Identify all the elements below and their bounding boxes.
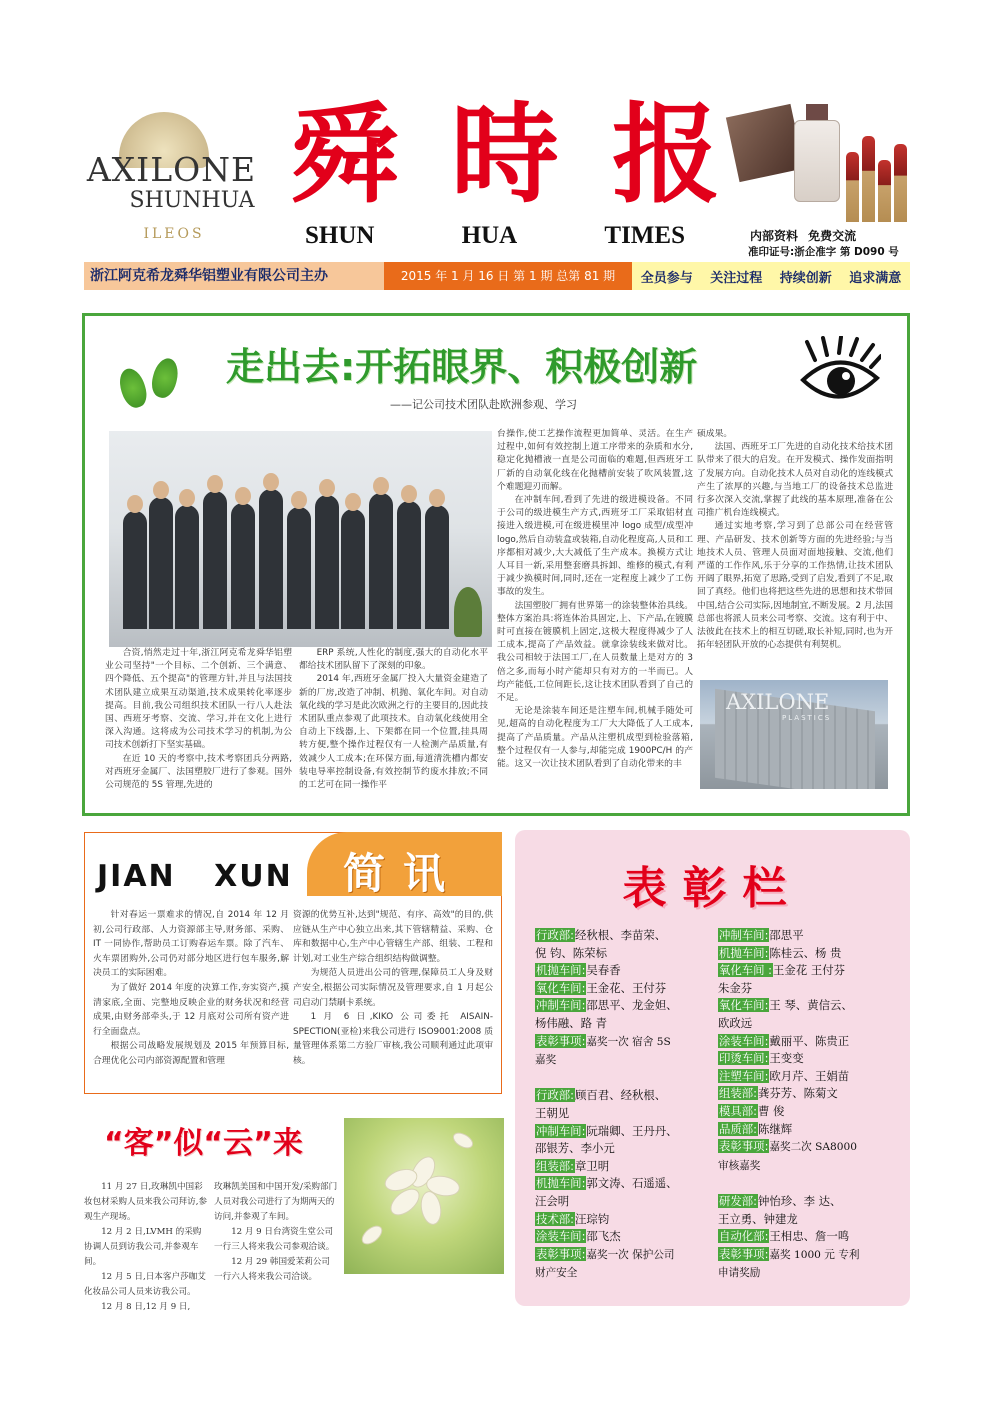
slogan: 关注过程 (710, 270, 763, 286)
visit-item: 12 月 9 日台湾资生堂公司一行三人将来我公司参观洽谈。 (214, 1227, 335, 1252)
employee-names: 倪 钧、陈荣标 (535, 945, 607, 960)
department-label: 组装部: (536, 1158, 575, 1173)
slogan: 追求满意 (849, 270, 902, 286)
commendation-line (535, 1228, 713, 1246)
paragraph: ERP 系统,人性化的制度,强大的自动化水平都给技术团队留下了深刻的印象。 (299, 648, 488, 672)
paragraph: 法国塑胶厂拥有世界第一的涂装整体治具线。整体方案治具:将连体治具固定,上、下产品,在镀膜时可直接在镀膜机上固定,这极大程度得减少了人工成本,提高了产品效益。就拿涂装线来做对比。我公司相较于法国工厂,在人员数量上是对方的 3 倍之多,而每小时产能却只有对方的一半而已。人均产能低,工位间距长,这让技术团队看到了自己的不足。 (497, 600, 693, 704)
eye-icon (797, 336, 881, 416)
award-text: 嘉奖 (535, 1054, 557, 1067)
commendation-line (718, 945, 900, 963)
title-char: 時 (450, 92, 559, 218)
employee-names: 阮瑞卿、王丹丹、 (586, 1123, 678, 1138)
article-column (497, 428, 693, 771)
employee-names: 顾百君、经秋根、 (575, 1088, 667, 1103)
employee-names: 陈继辉 (758, 1121, 793, 1136)
department-label: 表彰事项: (536, 1246, 586, 1261)
commendation-line (718, 1085, 900, 1103)
employee-names: 吴春香 (586, 963, 621, 978)
visitors-title: “客”似“云”来 (104, 1126, 303, 1161)
department-label: 冲制车间: (536, 1123, 586, 1138)
employee-names: 陈桂云、杨 贵 (769, 945, 842, 960)
commendation-line (535, 962, 713, 980)
commendation-line (718, 927, 900, 945)
feature-headline: 走出去:开拓眼界、积极创新 (226, 345, 698, 389)
award-text: 嘉奖 1000 元 专利 (769, 1248, 860, 1261)
issue-bar (84, 262, 910, 290)
news-item: 根据公司战略发展规划及 2015 年预算目标,合理优化公司内部资源配置和管理 (93, 1041, 289, 1066)
award-text: 财产安全 (535, 1267, 578, 1280)
commendation-line (718, 997, 900, 1015)
commendation-line (718, 1033, 900, 1051)
employee-names: 王金花、王付芬 (586, 980, 667, 995)
award-text: 审核嘉奖 (718, 1159, 761, 1172)
employee-names: 汪会明 (535, 1193, 570, 1208)
slogan: 持续创新 (779, 270, 832, 286)
employee-names: 邵银芳、李小元 (535, 1141, 615, 1156)
visitors-column (214, 1180, 338, 1285)
department-label: 机抛车间: (536, 1176, 586, 1191)
department-label: 氧化车间: (536, 980, 586, 995)
commendation-line (535, 1211, 713, 1229)
department-label: 行政部: (536, 1088, 575, 1103)
award-text: 申请奖励 (718, 1267, 761, 1280)
title-char: 舜 (290, 92, 399, 218)
visit-item: 12 月 5 日,日本客户莎咖艾化妆品公司人员来访我公司。 (84, 1272, 206, 1297)
logo-subtitle: SHUNHUA (129, 188, 255, 213)
paragraph: 台操作,使工艺操作流程更加简单、灵活。在生产过程中,如何有效控制上道工序带来的杂质和水分,稳定化抛槽液一直是公司面临的难题,但西班牙工厂新的自动氧化线在化抛槽前安装了吹风装置,这个难题迎刃而解。 (497, 429, 693, 492)
visit-item: 12 月 2 日,LVMH 的采购协调人员到访我公司,并参观车间。 (84, 1227, 202, 1267)
newspaper-title-english (305, 222, 685, 250)
employee-names: 朱金芬 (718, 980, 753, 995)
employee-names: 龚芬芳、陈菊文 (758, 1086, 838, 1101)
title-char: 报 (611, 92, 720, 218)
employee-names: 王 琴、黄信云、 (769, 998, 853, 1013)
commendation-line (718, 1068, 900, 1086)
department-label: 组装部: (719, 1086, 758, 1101)
lipstick-icon (894, 144, 907, 222)
department-label: 冲制车间: (536, 998, 586, 1013)
lipstick-icon (862, 136, 875, 222)
commendation-panel (515, 830, 910, 1306)
department-label: 氧化车间 : (719, 963, 773, 978)
news-title-english: JIAN XUN (97, 859, 293, 894)
commendation-line (535, 1158, 713, 1176)
company-logo (84, 112, 259, 252)
lipstick-icon (846, 152, 859, 222)
commendation-line (535, 1087, 713, 1105)
commendation-line (535, 927, 713, 945)
visit-item: 12 月 8 日,12 月 9 日, (101, 1302, 191, 1312)
news-item: 为了做好 2014 年度的决算工作,夯实资产,摸清家底,全面、完整地反映企业的财务状况和经营成果,由财务部牵头,于 12 月底对公司所有资产进行全面盘点。 (93, 982, 289, 1037)
department-label: 品质部: (719, 1121, 758, 1136)
flower-photo (344, 1118, 504, 1274)
commendation-line (535, 1051, 713, 1070)
employee-names: 王相忠、詹一鸣 (769, 1229, 850, 1244)
logo-tagline: ILEOS (143, 226, 205, 242)
commendation-line (718, 1246, 900, 1265)
slogan: 全员参与 (640, 270, 693, 286)
commendation-line (718, 1157, 900, 1176)
circulation-note: 内部资料 免费交流 (750, 229, 857, 243)
news-column (93, 908, 289, 1069)
commendation-line (535, 1140, 713, 1158)
employee-names: 欧月芹、王娟苗 (769, 1068, 850, 1083)
employee-names: 王变变 (769, 1051, 804, 1066)
paragraph: 无论是涂装车间还是注塑车间,机械手随处可见,超高的自动化程度为工厂大大降低了人工成本,提高了产品质量。产品从注塑机成型到检验落箱,整个过程仅有一人参与,却能完成 1900PC/H 的产能。这又一次让技术团队看到了自动化带来的丰 (497, 706, 693, 770)
department-label: 冲制车间: (719, 928, 769, 942)
commendation-line (718, 1264, 900, 1283)
employee-names: 王金花 王付芬 (773, 963, 845, 978)
department-label: 研发部: (719, 1193, 758, 1208)
visit-item: 11 月 27 日,玫琳凯中国彩妆包材采购人员来我公司拜访,参观生产现场。 (84, 1182, 208, 1222)
department-label: 注塑车间: (719, 1068, 769, 1083)
commendation-line (535, 945, 713, 963)
department-label: 自动化部: (719, 1229, 769, 1244)
visitors-column (84, 1180, 208, 1315)
permit-number: 准印证号:浙企准字 第 D090 号 (748, 246, 899, 258)
issue-date: 2015 年 1 月 16 日 第 1 期 总第 81 期 (384, 262, 632, 290)
commendation-line (535, 1123, 713, 1141)
commendation-line (535, 1033, 713, 1052)
employee-names: 郭文涛、石遥遥、 (586, 1176, 678, 1191)
building-sign-sub: PLASTICS (782, 714, 832, 722)
employee-names: 经秋根、李苗荣、 (575, 928, 667, 942)
employee-names: 邵思平 (769, 928, 804, 942)
publisher: 浙江阿克希龙舜华铝塑业有限公司主办 (84, 262, 384, 290)
commendation-line (535, 1175, 713, 1193)
department-label: 模具部: (719, 1103, 758, 1118)
department-label: 行政部: (536, 928, 575, 942)
paragraph: 通过实地考察,学习到了总部公司在经营管理、产品研发、技术创新等方面的先进经验;与当地技术人员、管理人员面对面地接触、交流,他们严谨的工作作风,乐于分享的工作热情,让技术团队开阔了眼界,拓宽了思路,受到了启发,看到了不足,取回了真经。他们也将把这些先进的思想和技术带回中国,结合公司实际,因地制宜,不断发展。2 月,法国总部也将派人员来公司考察、交流。这有利于中、法彼此在技术上的相互切磋,取长补短,同时,也为开拓年轻团队开放的心态提供有利契机。 (697, 521, 893, 651)
factory-building-photo (700, 680, 888, 789)
commendation-line (535, 1246, 713, 1265)
paragraph: 2014 年,西班牙金属厂投入大量资金建造了新的厂房,改造了冲制、机抛、氧化车间。对自动氧化线的学习是此次欧洲之行的主要目的,因此技术团队重点参观了此项技术。自动氧化线使用全自动上下线器,上、下架都在同一个位置,挂具周转方便,整个操作过程仅有一人检测产品质量,有效减少人工成本;在环保方面,每道清洗槽内都安装电导率控制设备,有效控制节约废水排放;不同的工艺可在同一操作平 (299, 674, 488, 791)
commendation-line (718, 1138, 900, 1157)
employee-names: 王立勇、钟建龙 (718, 1211, 798, 1226)
employee-names: 王朝见 (535, 1105, 570, 1120)
article-column (105, 647, 292, 792)
commendation-line (718, 1050, 900, 1068)
employee-names: 戴丽平、陈贵正 (769, 1033, 850, 1048)
visit-item: 12 月 29 韩国爱茉莉公司一行六人将来我公司洽谈。 (214, 1257, 331, 1282)
perfume-bottle-icon (794, 120, 840, 202)
department-label: 机抛车间: (536, 963, 586, 978)
feature-subheadline: ——记公司技术团队赴欧洲参观、学习 (390, 398, 577, 411)
department-label: 涂装车间: (536, 1229, 586, 1244)
title-word: SHUN (305, 222, 375, 249)
building-sign: AXILONE (726, 690, 830, 714)
commendation-line (718, 1015, 900, 1033)
news-title: 简讯 (343, 849, 464, 898)
department-label: 氧化车间: (719, 998, 769, 1013)
commendation-line (718, 962, 900, 980)
award-text: 嘉奖一次 宿舍 5S (586, 1035, 671, 1048)
award-text: 嘉奖二次 SA8000 (769, 1141, 858, 1154)
article-column (697, 428, 893, 652)
commendation-column (535, 927, 713, 1283)
employee-names: 邵飞杰 (586, 1229, 621, 1244)
commendation-line (535, 1015, 713, 1033)
department-label: 表彰事项: (536, 1033, 586, 1048)
employee-names: 欧政远 (718, 1015, 753, 1030)
lipstick-icon (878, 160, 891, 222)
commendation-line (535, 1193, 713, 1211)
commendation-line (535, 1105, 713, 1123)
paragraph: 合资,悄然走过十年,浙江阿克希龙舜华铝塑业公司坚持"一个目标、二个创新、三个满意、四个降低、五个提高"的管理方针,并且与法国技术团队建立成果互动渠道,技术成果转化率逐步提高。目前,我公司组织技术团队一行八人赴法国、西班牙考察、交流、学习,并在文化上进行深入沟通。这将成为公司技术学习的机制,为公司技术创新打下坚实基础。 (105, 648, 292, 751)
commendation-line (535, 997, 713, 1015)
commendation-line (535, 980, 713, 998)
commendation-line (718, 980, 900, 998)
employee-names: 钟怡珍、李 达、 (758, 1193, 842, 1208)
department-label: 技术部: (536, 1211, 575, 1226)
commendation-column (718, 927, 900, 1283)
news-column (293, 908, 493, 1069)
commendation-line (718, 1211, 900, 1229)
employee-names: 邵思平、龙金妲、 (586, 998, 678, 1013)
commendation-line (535, 1264, 713, 1283)
employee-names: 曹 俊 (758, 1103, 785, 1118)
footprints-icon (117, 354, 187, 414)
department-label: 表彰事项: (719, 1246, 769, 1261)
department-label: 机抛车间: (719, 945, 769, 960)
employee-names: 章卫明 (575, 1158, 610, 1173)
news-brief-section (84, 832, 502, 1094)
slogans (632, 262, 910, 290)
paragraph: 在近 10 天的考察中,技术考察团兵分两路,对西班牙金属厂、法国塑胶厂进行了参观。国外公司规范的 5S 管理,先进的 (105, 753, 292, 791)
team-group-photo (109, 431, 492, 647)
department-label: 表彰事项: (719, 1139, 769, 1154)
title-word: TIMES (604, 222, 685, 249)
commendation-line (718, 1121, 900, 1139)
cosmetics-photo (728, 100, 910, 222)
employee-names: 杨伟融、路 青 (535, 1015, 607, 1030)
department-label: 涂装车间: (719, 1033, 769, 1048)
title-word: HUA (461, 222, 518, 249)
article-column (299, 647, 488, 792)
newspaper-title (290, 92, 720, 225)
news-item: 为规范人员进出公司的管理,保障员工人身及财产安全,根据公司实际情况及管理要求,自 1 月起公司启动门禁刷卡系统。 (293, 968, 493, 1008)
commendation-line (718, 1228, 900, 1246)
visit-item: 玫琳凯美国和中国开发/采购部门人员对我公司进行了为期两天的访问,并参观了车间。 (214, 1182, 338, 1222)
paragraph: 在冲制车间,看到了先进的级进模设备。不同于公司的级进模生产方式,西班牙工厂采取铝材直接进入级进模,可在级进模里冲 logo 成型/成型冲 logo,然后自动装盒或装箱,自动化程度高,人员和工序都相对减少,大大减低了生产成本。换模方式让人耳目一新,采用整套磨具拆卸、维修的模式,有利于减少换模时间,同时,还在一定程度上减少了工伤事故的发生。 (497, 495, 693, 598)
paragraph: 硕成果。 (697, 429, 733, 439)
department-label: 印烫车间: (719, 1051, 769, 1066)
logo-wordmark: AXILONE (86, 150, 257, 189)
news-item: 针对春运一票难求的情况,自 2014 年 12 月初,公司行政部、人力资源部主导,财务部、采购、IT 一同协作,帮助员工订购春运车票。除了汽车、火车票团购外,公司仍对部分地区进行包车服务,解决员工的实际困难。 (93, 910, 289, 979)
commendation-line (718, 1193, 900, 1211)
commendation-title: 表彰栏 (622, 863, 803, 914)
compact-cube-icon (726, 104, 804, 182)
news-item: 1 月 6 日,KIKO 公司委托 AISAIN-SPECTION(亚检)来我公司进行 ISO9001:2008 质量管理体系第二方验厂审核,我公司顺利通过此项审核。 (293, 1012, 493, 1066)
news-item: 资源的优势互补,达到"规范、有序、高效"的目的,供应链从生产中心独立出来,其下管辖精益、采购、仓库和数据中心,生产中心管辖生产部、组装、工程和计划,对工业生产综合组织结构做调整。 (293, 910, 493, 964)
award-text: 嘉奖一次 保护公司 (586, 1248, 675, 1261)
feature-article (82, 313, 910, 816)
employee-names: 汪琮钧 (575, 1211, 610, 1226)
commendation-line (718, 1103, 900, 1121)
paragraph: 法国、西班牙工厂先进的自动化技术给技术团队带来了很大的启发。在开发模式、操作发面指明了发展方向。自动化技术人员对自动化的连线模式产生了浓厚的兴趣,与当地工厂的设备技术总监进行多次深入交流,掌握了此线的基本原理,准备在公司推广机台连线模式。 (697, 442, 893, 519)
